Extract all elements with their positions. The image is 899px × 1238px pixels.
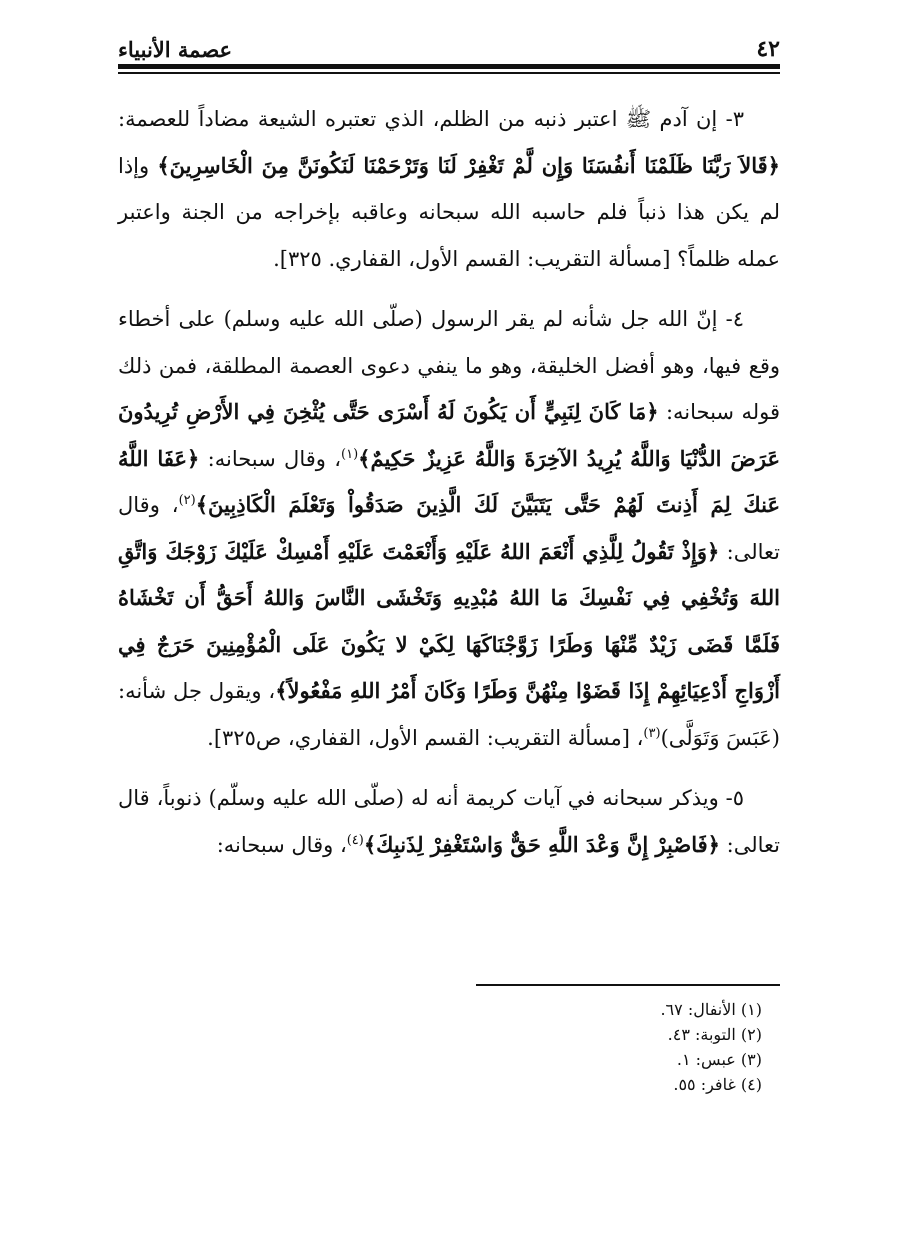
text-run: ، وقال تعالى: (118, 493, 780, 564)
quran-verse-inline: (عَبَسَ وَتَوَلَّى) (660, 725, 780, 750)
footnotes (118, 997, 778, 1097)
text-run: ٥- ويذكر سبحانه في آيات كريمة أنه له (صلّى الله عليه وسلّم) ذنوباً، قال تعالى: (118, 786, 780, 857)
page-number: ٤٢ (756, 36, 780, 62)
footnote-3: (٣) عبس: ١. (676, 1050, 762, 1069)
paragraph-3 (118, 96, 780, 282)
paragraph-4 (118, 296, 780, 761)
footnote-4: (٤) غافر: ٥٥. (673, 1075, 762, 1094)
text-run: ، وقال سبحانه: (199, 446, 342, 471)
text-run: ، ويقول جل شأنه: (118, 679, 276, 703)
paragraph-5 (118, 775, 780, 868)
footnote-separator (476, 984, 780, 986)
quran-verse: ﴿عَفَا اللَّهُ عَنكَ لِمَ أَذِنتَ لَهُمْ حَتَّى يَتَبَيَّنَ لَكَ الَّذِينَ صَدَقُواْ وَتَعْلَمَ الْكَاذِبِينَ﴾ (118, 445, 780, 517)
footnote-ref: (٣) (643, 725, 661, 741)
quran-verse: ﴿وَإِذْ تَقُولُ لِلَّذِي أَنْعَمَ اللهُ عَلَيْهِ وَأَنْعَمْتَ عَلَيْهِ أَمْسِكْ عَلَيْكَ زَوْجَكَ وَاتَّقِ اللهَ وَتُخْفِي فِي نَفْسِكَ مَا اللهُ مُبْدِيهِ وَتَخْشَى النَّاسَ وَاللهُ أَحَقُّ أَن تَخْشَاهُ فَلَمَّا قَضَى زَيْدٌ مِّنْهَا وَطَرًا زَوَّجْنَاكَهَا لِكَيْ لا يَكُونَ عَلَى الْمُؤْمِنِينَ حَرَجٌ فِي أَزْوَاجِ أَدْعِيَائِهِمْ إِذَا قَضَوْا مِنْهُنَّ وَطَرًا وَكَانَ أَمْرُ اللهِ مَفْعُولاً﴾ (118, 538, 780, 703)
text-run: وإذا لم يكن هذا ذنباً فلم حاسبه الله سبحانه وعاقبه بإخراجه من الجنة واعتبر عمله ظلماً؟ [مسألة التقريب: القسم الأول، القفاري. ٣٢٥]. (118, 153, 780, 271)
quran-verse: ﴿مَا كَانَ لِنَبِيٍّ أَن يَكُونَ لَهُ أَسْرَى حَتَّى يُثْخِنَ فِي الأَرْضِ تُرِيدُونَ عَرَضَ الدُّنْيَا وَاللَّهُ يُرِيدُ الآخِرَةَ وَاللَّهُ عَزِيزٌ حَكِيمٌ﴾ (118, 399, 780, 471)
page-header (118, 30, 780, 60)
footnote-ref: (٤) (346, 832, 364, 848)
text-run: ٤- إنّ الله جل شأنه لم يقر الرسول (صلّى الله عليه وسلم) على أخطاء وقع فيها، وهو أفضل الخليقة، وهو ما ينفي دعوى العصمة المطلقة، فمن ذلك قوله سبحانه: (118, 307, 780, 424)
body-text (118, 96, 780, 868)
text-run: ، وقال سبحانه: (216, 832, 347, 857)
header-rule-thin (118, 72, 780, 74)
footnote-ref: (١) (341, 446, 359, 462)
quran-verse: ﴿قَالاَ رَبَّنَا ظَلَمْنَا أَنفُسَنَا وَإِن لَّمْ تَغْفِرْ لَنَا وَتَرْحَمْنَا لَنَكُونَنَّ مِنَ الْخَاسِرِينَ﴾ (157, 152, 780, 178)
footnote-2: (٢) التوبة: ٤٣. (667, 1025, 762, 1044)
footnote-1: (١) الأنفال: ٦٧. (660, 1000, 762, 1019)
text-run: ٣- إن آدم ﷺ اعتبر ذنبه من الظلم، الذي تعتبره الشيعة مضاداً للعصمة: (118, 107, 744, 131)
quran-verse: ﴿فَاصْبِرْ إِنَّ وَعْدَ اللَّهِ حَقٌّ وَاسْتَغْفِرْ لِذَنبِكَ﴾ (363, 831, 720, 857)
header-rule-thick (118, 64, 780, 69)
footnote-ref: (٢) (178, 493, 196, 508)
text-run: ، [مسألة التقريب: القسم الأول، القفاري، ص٣٢٥]. (207, 725, 644, 750)
book-title: عصمة الأنبياء (118, 37, 233, 62)
